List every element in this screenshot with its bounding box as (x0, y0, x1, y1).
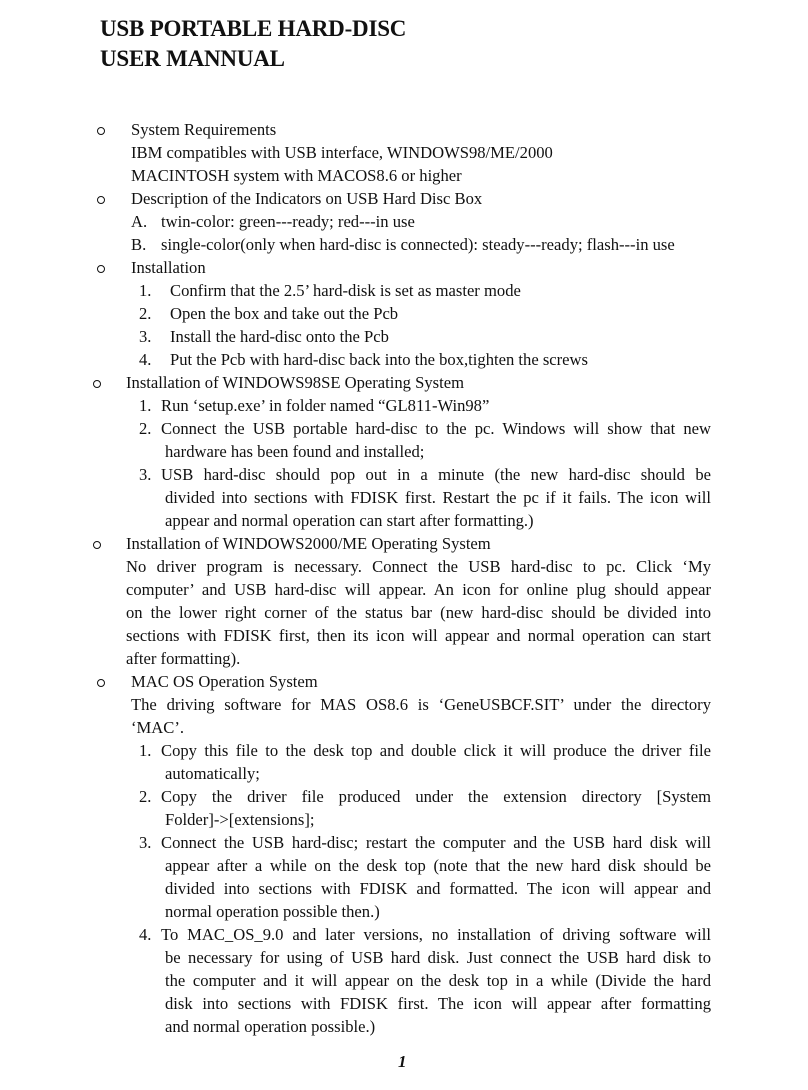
title-line-1: USB PORTABLE HARD-DISC (100, 16, 407, 41)
section-heading-system-requirements: System Requirements (131, 120, 277, 139)
section-heading-mac-os: MAC OS Operation System (131, 672, 318, 691)
paragraph-line: on the lower right corner of the status bar (new hard-disc should be divided into (126, 603, 711, 622)
list-item: Run ‘setup.exe’ in folder named “GL811-Win98” (161, 396, 490, 415)
item-number: 4. (139, 350, 152, 369)
list-item: Confirm that the 2.5’ hard-disk is set as master mode (170, 281, 521, 300)
item-number: A. (131, 212, 148, 231)
item-number: 1. (139, 741, 152, 760)
list-item-line: Folder]->[extensions]; (165, 810, 315, 829)
list-item-line: appear and normal operation can start after formatting.) (165, 511, 534, 530)
list-item-line: and normal operation possible.) (165, 1017, 376, 1036)
list-item-line: the computer and it will appear on the desk top in a while (Divide the hard (165, 971, 711, 990)
list-item-line: normal operation possible then.) (165, 902, 380, 921)
section-heading-indicators: Description of the Indicators on USB Hard Disc Box (131, 189, 483, 208)
list-item-line: hardware has been found and installed; (165, 442, 425, 461)
list-item: Install the hard-disc onto the Pcb (170, 327, 389, 346)
paragraph-line: after formatting). (126, 649, 241, 668)
item-number: 1. (139, 396, 152, 415)
bullet-icon (97, 196, 105, 204)
list-item: Put the Pcb with hard-disc back into the box,tighten the screws (170, 350, 588, 369)
list-item-line: Connect the USB hard-disc; restart the computer and the USB hard disk will (161, 833, 711, 852)
paragraph-line: IBM compatibles with USB interface, WINDOWS98/ME/2000 (131, 143, 553, 162)
list-item-line: To MAC_OS_9.0 and later versions, no installation of driving software will (161, 925, 711, 944)
list-item-line: Copy this file to the desk top and double click it will produce the driver file (161, 741, 711, 760)
item-number: 4. (139, 925, 152, 944)
list-item-line: divided into sections with FDISK first. Restart the pc if it fails. The icon will (165, 488, 711, 507)
bullet-icon (97, 679, 105, 687)
bullet-icon (93, 541, 101, 549)
list-item-line: appear after a while on the desk top (note that the new hard disk should be (165, 856, 711, 875)
list-item-line: USB hard-disc should pop out in a minute (the new hard-disc should be (161, 465, 711, 484)
list-item: Open the box and take out the Pcb (170, 304, 399, 323)
paragraph-line: MACINTOSH system with MACOS8.6 or higher (131, 166, 462, 185)
item-number: 3. (139, 465, 152, 484)
section-heading-windows2000-me: Installation of WINDOWS2000/ME Operating System (126, 534, 491, 553)
paragraph-line: computer’ and USB hard-disc will appear. An icon for online plug should appear (126, 580, 711, 599)
list-item-line: automatically; (165, 764, 260, 783)
list-item-line: Connect the USB portable hard-disc to the pc. Windows will show that new (161, 419, 711, 438)
section-heading-windows98se: Installation of WINDOWS98SE Operating System (126, 373, 464, 392)
bullet-icon (97, 265, 105, 273)
list-item-line: be necessary for using of USB hard disk. Just connect the USB hard disk to (165, 948, 711, 967)
item-number: 3. (139, 833, 152, 852)
page-number: 1 (398, 1052, 407, 1071)
bullet-icon (93, 380, 101, 388)
item-number: 3. (139, 327, 152, 346)
paragraph-line: No driver program is necessary. Connect the USB hard-disc to pc. Click ‘My (126, 557, 711, 576)
list-item-line: Copy the driver file produced under the extension directory [System (161, 787, 711, 806)
list-item: twin-color: green---ready; red---in use (161, 212, 415, 231)
item-number: 1. (139, 281, 152, 300)
paragraph-line: ‘MAC’. (131, 718, 185, 737)
item-number: 2. (139, 787, 152, 806)
list-item: single-color(only when hard-disc is connected): steady---ready; flash---in use (161, 235, 675, 254)
title-line-2: USER MANNUAL (100, 46, 285, 71)
document-title (100, 14, 406, 74)
list-item-line: divided into sections with FDISK and formatted. The icon will appear and (165, 879, 711, 898)
bullet-icon (97, 127, 105, 135)
paragraph-line: The driving software for MAS OS8.6 is ‘GeneUSBCF.SIT’ under the directory (131, 695, 711, 714)
item-number: B. (131, 235, 147, 254)
item-number: 2. (139, 304, 152, 323)
item-number: 2. (139, 419, 152, 438)
paragraph-line: sections with FDISK first, then its icon will appear and normal operation can start (126, 626, 711, 645)
list-item-line: disk into sections with FDISK first. The icon will appear after formatting (165, 994, 711, 1013)
section-heading-installation: Installation (131, 258, 206, 277)
